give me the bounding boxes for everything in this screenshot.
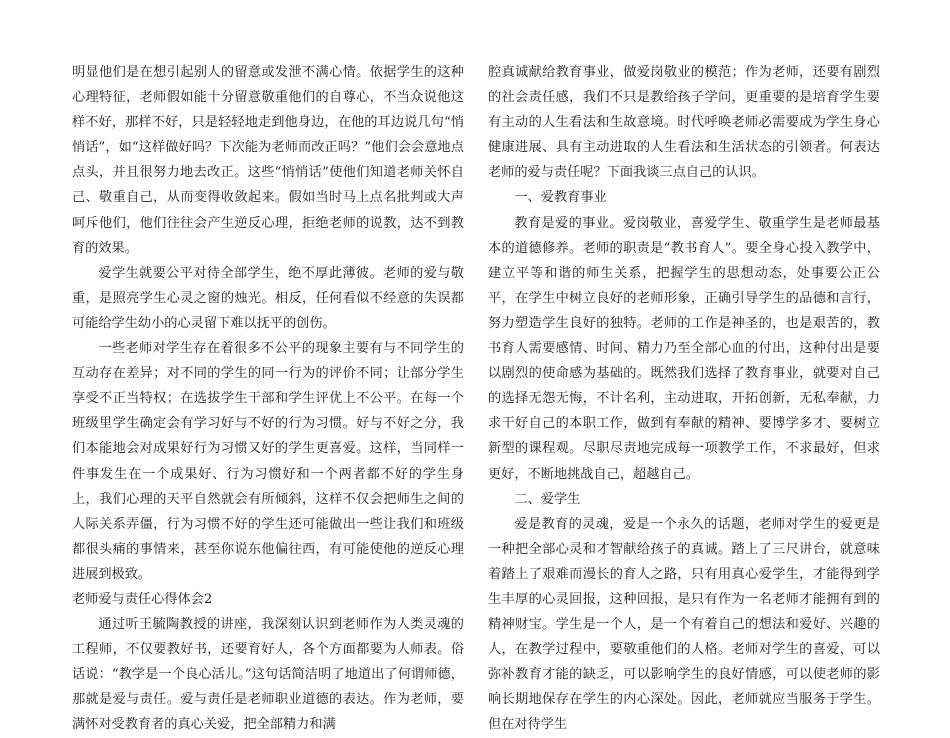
right-column bbox=[488, 60, 880, 738]
left-paragraph-2: 爱学生就要公平对待全部学生，绝不厚此薄彼。老师的爱与敬重，是照亮学生心灵之窗的烛光。相反，任何看似不经意的失误都可能给学生幼小的心灵留下难以抚平的创伤。 bbox=[72, 265, 464, 331]
left-paragraph-4: 通过听王毓陶教授的讲座，我深刻认识到老师作为人类灵魂的工程师，不仅要教好书，还要育好人，各个方面都要为人师表。俗话说：“教学是一个良心活儿。”这句话简洁明了地道出了何谓师德，那就是爱与责任。爱与责任是老师职业道德的表达。作为老师，要满怀对受教育者的真心关爱，把全部精力和满 bbox=[72, 617, 464, 733]
right-paragraph-1: 腔真诚献给教育事业，做爱岗敬业的模范；作为老师，还要有剧烈的社会责任感，我们不只是教给孩子学问，更重要的是培育学生要有主动的人生看法和生故意境。时代呼唤老师必需要成为学生身心健康进展、具有主动进取的人生看法和生活状态的引领者。何表达老师的爱与责任呢？下面我谈三点自己的认识。 bbox=[488, 65, 880, 181]
heading-love-students: 二、爱学生 bbox=[514, 491, 581, 507]
section-title: 老师爱与责任心得体会2 bbox=[72, 591, 213, 607]
left-column bbox=[72, 60, 464, 738]
right-paragraph-3: 爱是教育的灵魂，爱是一个永久的话题，老师对学生的爱更是一种把全部心灵和才智献给孩子的真诚。踏上了三尺讲台，就意味着踏上了艰难而漫长的育人之路，只有用真心爱学生，才能得到学生丰厚的心灵回报，这种回报，是只有作为一名老师才能拥有到的精神财宝。学生是一个人，是一个有着自己的想法和爱好、兴趣的人，在教学过程中，要敬重他们的人格。老师对学生的喜爱，可以弥补教育才能的缺乏，可以影响学生的良好情感，可以使老师的影响长期地保存在学生的内心深处。因此，老师就应当服务于学生。但在对待学生 bbox=[488, 516, 880, 733]
right-paragraph-2: 教育是爱的事业。爱岗敬业，喜爱学生、敬重学生是老师最基本的道德修养。老师的职责是“教书育人”。要全身心投入教学中，建立平等和谐的师生关系，把握学生的思想动态，处事要公正公平，在学生中树立良好的老师形象，正确引导学生的品德和言行，努力塑造学生良好的独特。老师的工作是神圣的，也是艰苦的，教书育人需要感情、时间、精力乃至全部心血的付出，这种付出是要以剧烈的使命感为基础的。既然我们选择了教育事业，就要对自己的选择无怨无悔，不计名利，主动进取，开拓创新，无私奉献，力求干好自己的本职工作，做到有奉献的精神、要博学多才、要树立新型的课程观。尽职尽责地完成每一项教学工作，不求最好，但求更好，不断地挑战自己，超越自己。 bbox=[488, 215, 880, 482]
left-paragraph-3: 一些老师对学生存在着很多不公平的现象主要有与不同学生的互动存在差异；对不同的学生的同一行为的评价不同；让部分学生享受不正当特权；在选拔学生干部和学生评优上不公平。在每一个班级里学生确定会有学习好与不好的行为习惯。好与不好之分，我们本能地会对成果好行为习惯又好的学生更喜爱。这样，当同样一件事发生在一个成果好、行为习惯好和一个两者都不好的学生身上，我们心理的天平自然就会有所倾斜，这样不仅会把师生之间的人际关系弄僵，行为习惯不好的学生还可能做出一些让我们和班级都很头痛的事情来，甚至你说东他偏往西，有可能使他的逆反心理进展到极致。 bbox=[72, 341, 464, 582]
heading-love-education: 一、爱教育事业 bbox=[514, 190, 607, 206]
left-paragraph-1: 明显他们是在想引起别人的留意或发泄不满心情。依据学生的这种心理特征，老师假如能十分留意敬重他们的自尊心，不当众说他这样不好，那样不好，只是轻轻地走到他身边，在他的耳边说几句“悄悄话”，如“这样做好吗？下次能为老师而改正吗？”他们会会意地点点头，并且很努力地去改正。这些“悄悄话”使他们知道老师关怀自己、敬重自己，从而变得收敛起来。假如当时马上点名批判或大声呵斥他们，他们往往会产生逆反心理，拒绝老师的说教，达不到教育的效果。 bbox=[72, 65, 464, 256]
